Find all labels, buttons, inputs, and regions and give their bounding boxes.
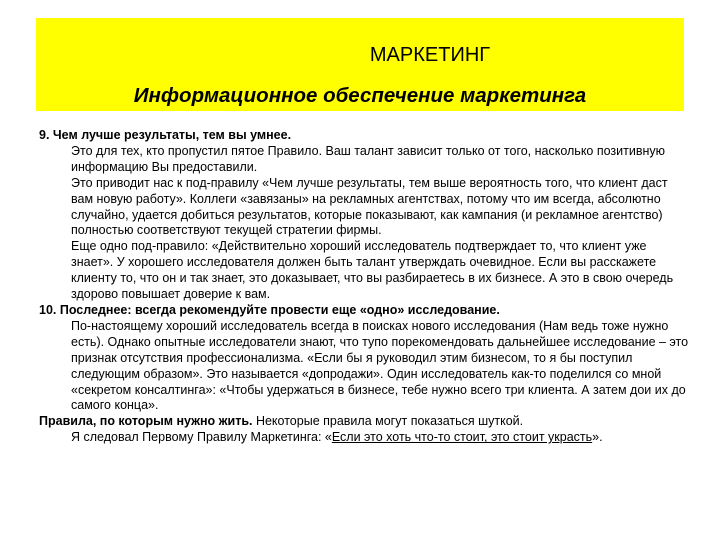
rules-line [39,414,689,430]
item-10-heading: 10. Последнее: всегда рекомендуйте провести еще «одно» исследование. [39,302,500,317]
first-rule-prefix: Я следовал Первому Правилу Маркетинга: « [71,430,332,445]
item-9-paragraph-2: Это приводит нас к под-правилу «Чем лучше результаты, тем выше вероятность того, что клиент даст вам новую работу». Коллеги «завязаны» на рекламных агентствах, потому что им всегда, абсолютно случайно, удается добиться результатов, которые показывают, как кампания (и рекламное агентство) полностью соответствуют текущей стратегии фирмы. [71,175,668,238]
slide-title: МАРКЕТИНГ [369,44,491,66]
rules-text: Некоторые правила могут показаться шуткой. [252,414,524,429]
item-9-heading: 9. Чем лучше результаты, тем вы умнее. [39,128,292,142]
title-banner [36,18,684,111]
item-10-paragraph: По-настоящему хороший исследователь всегда в поисках нового исследования (Нам ведь тоже нужно есть). Однако опытные исследователи знают, что тупо порекомендовать дальнейшее исследование – это признак отсутствия профессионализма. «Если бы я руководил этим бизнесом, то я бы поступил следующим образом». Это называется «допродажи». Один исследователь как-то поделился со мной «секретом консалтинга»: «Чтобы удержаться в бизнесе, тебе нужно всего три клиента. А затем дои их до самого конца». [71,318,689,413]
rules-heading: Правила, по которым нужно жить. [39,414,253,429]
first-rule-line [39,430,689,446]
first-rule-suffix: ». [592,430,603,445]
slide-body [39,128,689,446]
item-9-paragraph-1: Это для тех, кто пропустил пятое Правило. Ваш талант зависит только от того, насколько позитивную информацию Вы предоставили. [71,143,666,174]
first-rule-quote: Если это хоть что-то стоит, это стоит украсть [331,430,593,445]
item-9-paragraph-3: Еще одно под-правило: «Действительно хороший исследователь подтверждает то, что клиент уже знает». У хорошего исследователя должен быть талант утверждать очевидное. Если вы расскажете клиенту то, что он и так знает, это доказывает, что вы разбираетесь в их бизнесе. А это в свою очередь здорово повышает доверие к вам. [71,239,674,302]
slide-subtitle: Информационное обеспечение маркетинга [133,84,587,107]
